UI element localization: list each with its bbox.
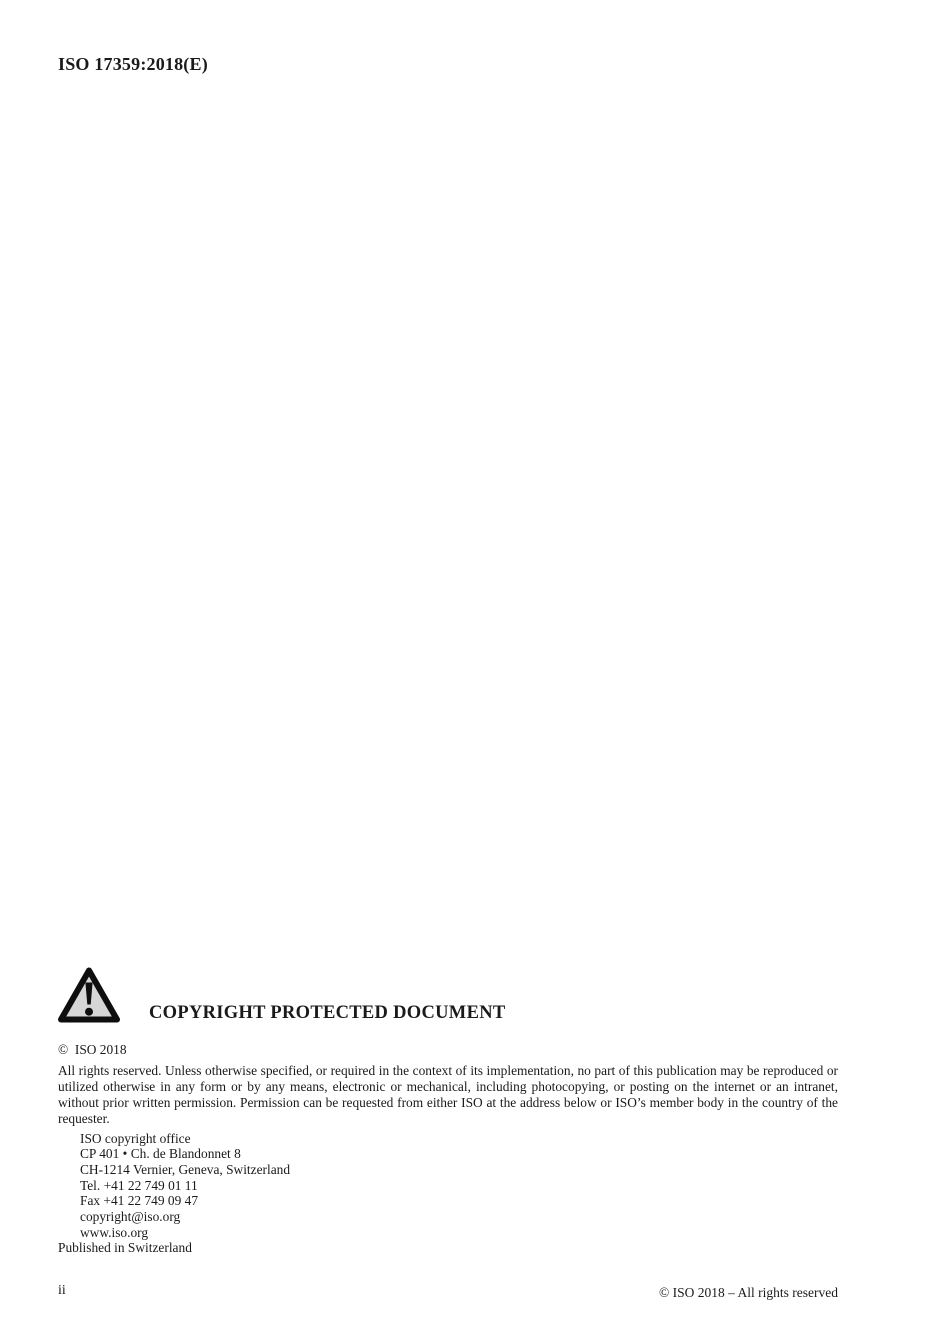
address-line-office: ISO copyright office <box>80 1130 191 1146</box>
page-number: ii <box>58 1283 66 1298</box>
copyright-body-paragraph: All rights reserved. Unless otherwise specified, or required in the context of its implementation, no part of this publication may be reproduced or utilized otherwise in any form or by any means, electronic or mechanical, including photocopying, or posting on the internet or an intranet, without prior written permission. Permission can be requested from either ISO at the address below or ISO’s member body in the country of the requester. <box>58 1062 838 1126</box>
address-line-fax: Fax +41 22 749 09 47 <box>80 1193 199 1209</box>
exclamation-dot <box>85 1008 93 1016</box>
warning-triangle-icon <box>57 965 121 1025</box>
address-line-email: copyright@iso.org <box>80 1209 181 1225</box>
copyright-heading: COPYRIGHT PROTECTED DOCUMENT <box>149 1003 506 1023</box>
copyright-year-line: © ISO 2018 <box>58 1042 127 1057</box>
address-line-tel: Tel. +41 22 749 01 11 <box>80 1177 198 1193</box>
footer-copyright-line: © ISO 2018 – All rights reserved <box>659 1285 838 1300</box>
address-line-street: CP 401 • Ch. de Blandonnet 8 <box>80 1146 241 1162</box>
copyright-notice <box>58 1042 838 1256</box>
address-line-website: www.iso.org <box>80 1224 149 1240</box>
iso-address-block <box>58 1131 838 1241</box>
copyright-banner <box>57 965 506 1025</box>
published-line: Published in Switzerland <box>58 1240 192 1256</box>
document-code: ISO 17359:2018(E) <box>58 54 208 74</box>
address-line-city: CH-1214 Vernier, Geneva, Switzerland <box>80 1161 291 1177</box>
